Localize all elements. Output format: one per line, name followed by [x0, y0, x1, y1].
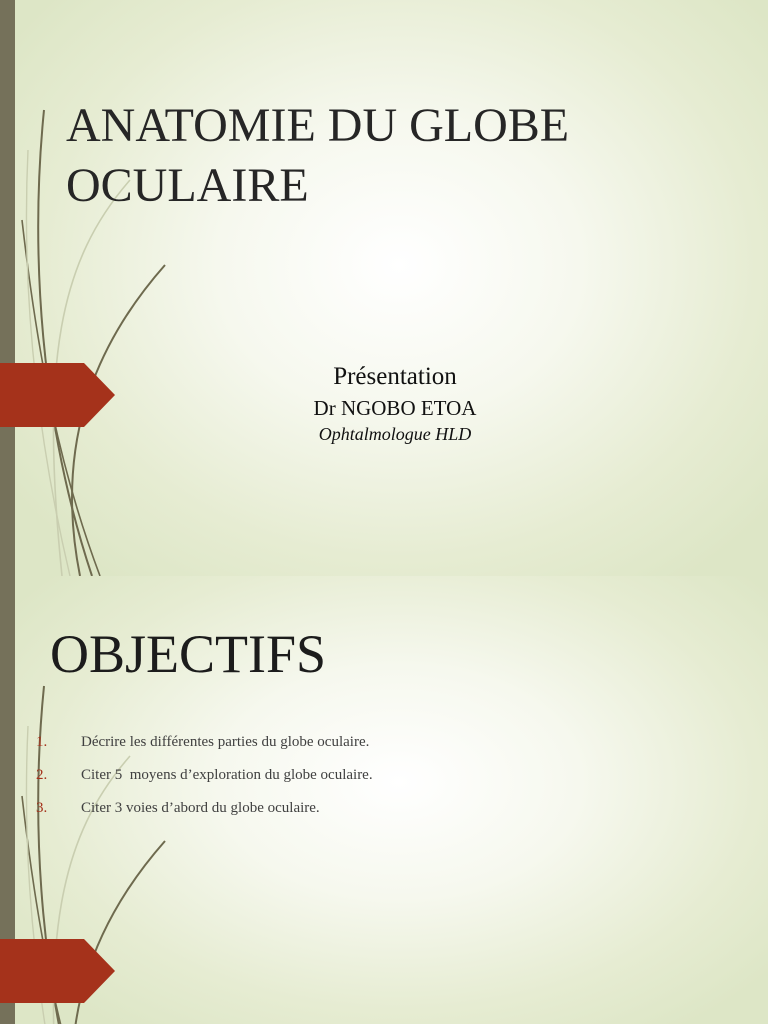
title-line-2: OCULAIRE: [66, 159, 309, 212]
objective-number: 1.: [36, 734, 48, 750]
objective-item: [36, 730, 716, 763]
objective-number: 3.: [36, 800, 48, 816]
objective-text: Citer 5 moyens d’exploration du globe oculaire.: [81, 767, 373, 783]
arrow-tab-decoration: [0, 939, 115, 1003]
arrow-tab-decoration: [0, 363, 115, 427]
objective-number: 2.: [36, 767, 48, 783]
objective-text: Citer 3 voies d’abord du globe oculaire.: [81, 800, 320, 816]
objectives-title: OBJECTIFS: [50, 624, 327, 684]
objectives-list: [36, 730, 716, 829]
left-accent-bar: [0, 0, 15, 576]
objective-text: Décrire les différentes parties du globe oculaire.: [81, 734, 370, 750]
objective-item: [36, 796, 716, 829]
subtitle-heading: Présentation: [333, 363, 457, 390]
presentation-title: [66, 96, 706, 216]
presenter-block: [200, 360, 590, 446]
objectives-slide: [0, 576, 768, 1024]
presenter-role: Ophtalmologue HLD: [318, 424, 472, 444]
presenter-name: Dr NGOBO ETOA: [313, 396, 477, 420]
objective-item: [36, 763, 716, 796]
title-line-1: ANATOMIE DU GLOBE: [66, 99, 570, 152]
grass-stems-decoration: [0, 0, 200, 576]
